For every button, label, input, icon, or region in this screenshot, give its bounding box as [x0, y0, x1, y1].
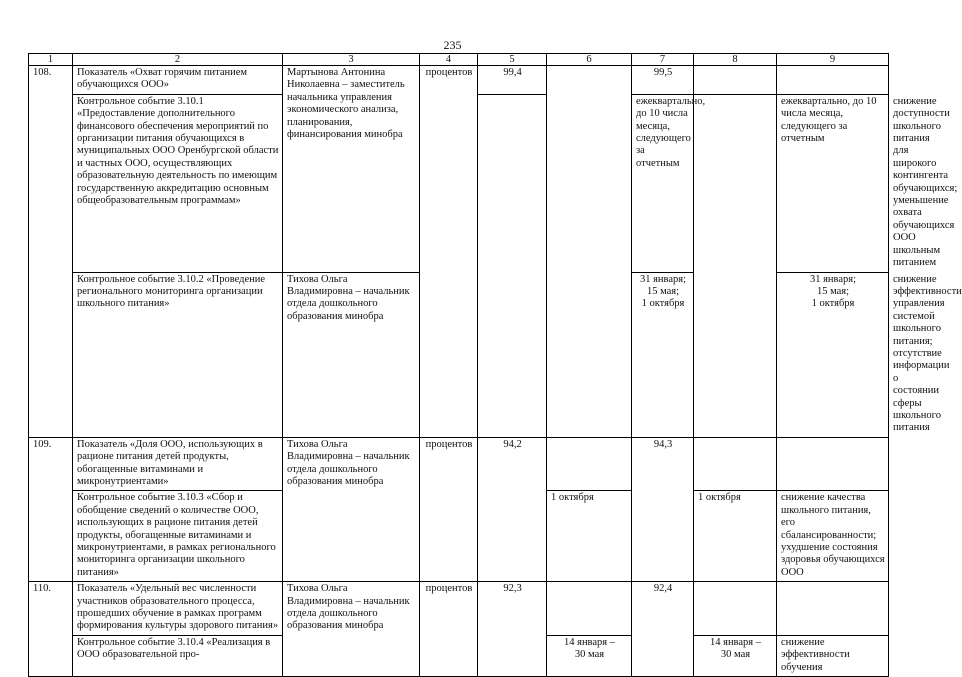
empty-cell	[694, 66, 777, 95]
value-col7: 92,4	[632, 582, 694, 677]
empty-cell	[547, 66, 632, 438]
column-header: 4	[420, 54, 478, 66]
empty-cell	[694, 94, 777, 437]
unit-cell: процентов	[420, 66, 478, 438]
row-number: 108.	[29, 66, 73, 438]
deadline-col8: 14 января – 30 мая	[694, 635, 777, 676]
control-event-cell: Контрольное событие 3.10.2 «Проведение регионального мониторинга организации школьного питания»	[73, 272, 283, 437]
column-header: 8	[694, 54, 777, 66]
responsible-cell: Тихова Ольга Владимировна – начальник отдела дошкольного образования минобра	[283, 582, 420, 677]
column-header: 2	[73, 54, 283, 66]
value-col5: 99,4	[478, 66, 547, 95]
value-col7: 99,5	[632, 66, 694, 95]
row-number: 109.	[29, 437, 73, 581]
empty-cell	[694, 437, 777, 491]
deadline-col6: ежеквартально, до 10 числа месяца, следующего за отчетным	[632, 94, 694, 272]
column-numbers-row	[29, 54, 889, 66]
monitoring-table	[28, 53, 962, 677]
control-event-cell: Контрольное событие 3.10.3 «Сбор и обобщение сведений о количестве ООО, использующих в рационе питания детей продукты, обогащенные витаминами и микронутриентами, в рамках регионального мониторинга организации школьного питания»	[73, 491, 283, 582]
column-header: 5	[478, 54, 547, 66]
table-row	[29, 582, 889, 636]
deadline-col8: 1 октября	[694, 491, 777, 582]
row-number: 110.	[29, 582, 73, 677]
column-header: 3	[283, 54, 420, 66]
column-header: 9	[777, 54, 889, 66]
value-col5: 92,3	[478, 582, 547, 677]
table-row	[29, 66, 889, 95]
column-header: 1	[29, 54, 73, 66]
control-event-cell: Контрольное событие 3.10.1 «Предоставление дополнительного финансового обеспечения мероприятий по организации питания обучающихся в муниципальных ООО Оренбургской области и частных ООО, осуществляющих образовательную деятельность по имеющим государственную аккредитацию основным общеобразовательным программам»	[73, 94, 283, 272]
deadline-col6: 31 января; 15 мая; 1 октября	[632, 272, 694, 437]
table-row	[29, 437, 889, 491]
column-header: 7	[632, 54, 694, 66]
indicator-cell: Показатель «Доля ООО, использующих в рационе питания детей продукты, обогащенные витаминами и микронутриентами»	[73, 437, 283, 491]
value-col7: 94,3	[632, 437, 694, 581]
unit-cell: процентов	[420, 582, 478, 677]
responsible-cell: Тихова Ольга Владимировна – начальник отдела дошкольного образования минобра	[283, 437, 420, 581]
empty-cell	[547, 582, 632, 636]
empty-cell	[478, 94, 547, 437]
responsible-cell: Мартынова Антонина Николаевна – заместитель начальника управления экономического анализа, планирования, финансирования минобра	[283, 66, 420, 273]
empty-cell	[694, 582, 777, 636]
responsible-cell: Тихова Ольга Владимировна – начальник отдела дошкольного образования минобра	[283, 272, 420, 437]
table-row: Контрольное событие 3.10.1 «Предоставление дополнительного финансового обеспечения мероприятий по организации питания обучающихся в муниципальных ООО Оренбургской области и частных ООО, осуществляющих образовательную деятельность по имеющим государственную аккредитацию основным общеобразовательным программам» ежеквартально, до 10 числа месяца, следующего за отчетным ежеквартально, до 10 числа месяца, следующего за отчетным снижение доступности школьного питания для широкого контингента обучающихся; уменьшение охвата обучающихся ООО школьным питанием	[29, 94, 889, 272]
control-event-cell: Контрольное событие 3.10.4 «Реализация в ООО образовательной про-	[73, 635, 283, 676]
table-row: Контрольное событие 3.10.2 «Проведение регионального мониторинга организации школьного питания» Тихова Ольга Владимировна – начальник отдела дошкольного образования минобра 31 января; 15 мая; 1 октября 31 января; 15 мая; 1 октября снижение эффективности управления системой школьного питания; отсутствие информации о состоянии сферы школьного питания	[29, 272, 889, 437]
deadline-col8: ежеквартально, до 10 числа месяца, следующего за отчетным	[777, 94, 889, 272]
indicator-cell: Показатель «Охват горячим питанием обучающихся ООО»	[73, 66, 283, 95]
deadline-col6: 14 января – 30 мая	[547, 635, 632, 676]
empty-cell	[777, 582, 889, 636]
risk-cell: снижение качества школьного питания, его сбалансированности; ухудшение состояния здоровья обучающихся ООО	[777, 491, 889, 582]
value-col5: 94,2	[478, 437, 547, 581]
page-number: 235	[443, 38, 462, 52]
deadline-col8: 31 января; 15 мая; 1 октября	[777, 272, 889, 437]
empty-cell	[777, 437, 889, 491]
empty-cell	[547, 437, 632, 491]
empty-cell	[777, 66, 889, 95]
indicator-cell: Показатель «Удельный вес численности участников образовательного процесса, прошедших обучение в рамках программ формирования культуры здорового питания»	[73, 582, 283, 636]
risk-cell: снижение эффективности обучения	[777, 635, 889, 676]
column-header: 6	[547, 54, 632, 66]
unit-cell: процентов	[420, 437, 478, 581]
deadline-col6: 1 октября	[547, 491, 632, 582]
